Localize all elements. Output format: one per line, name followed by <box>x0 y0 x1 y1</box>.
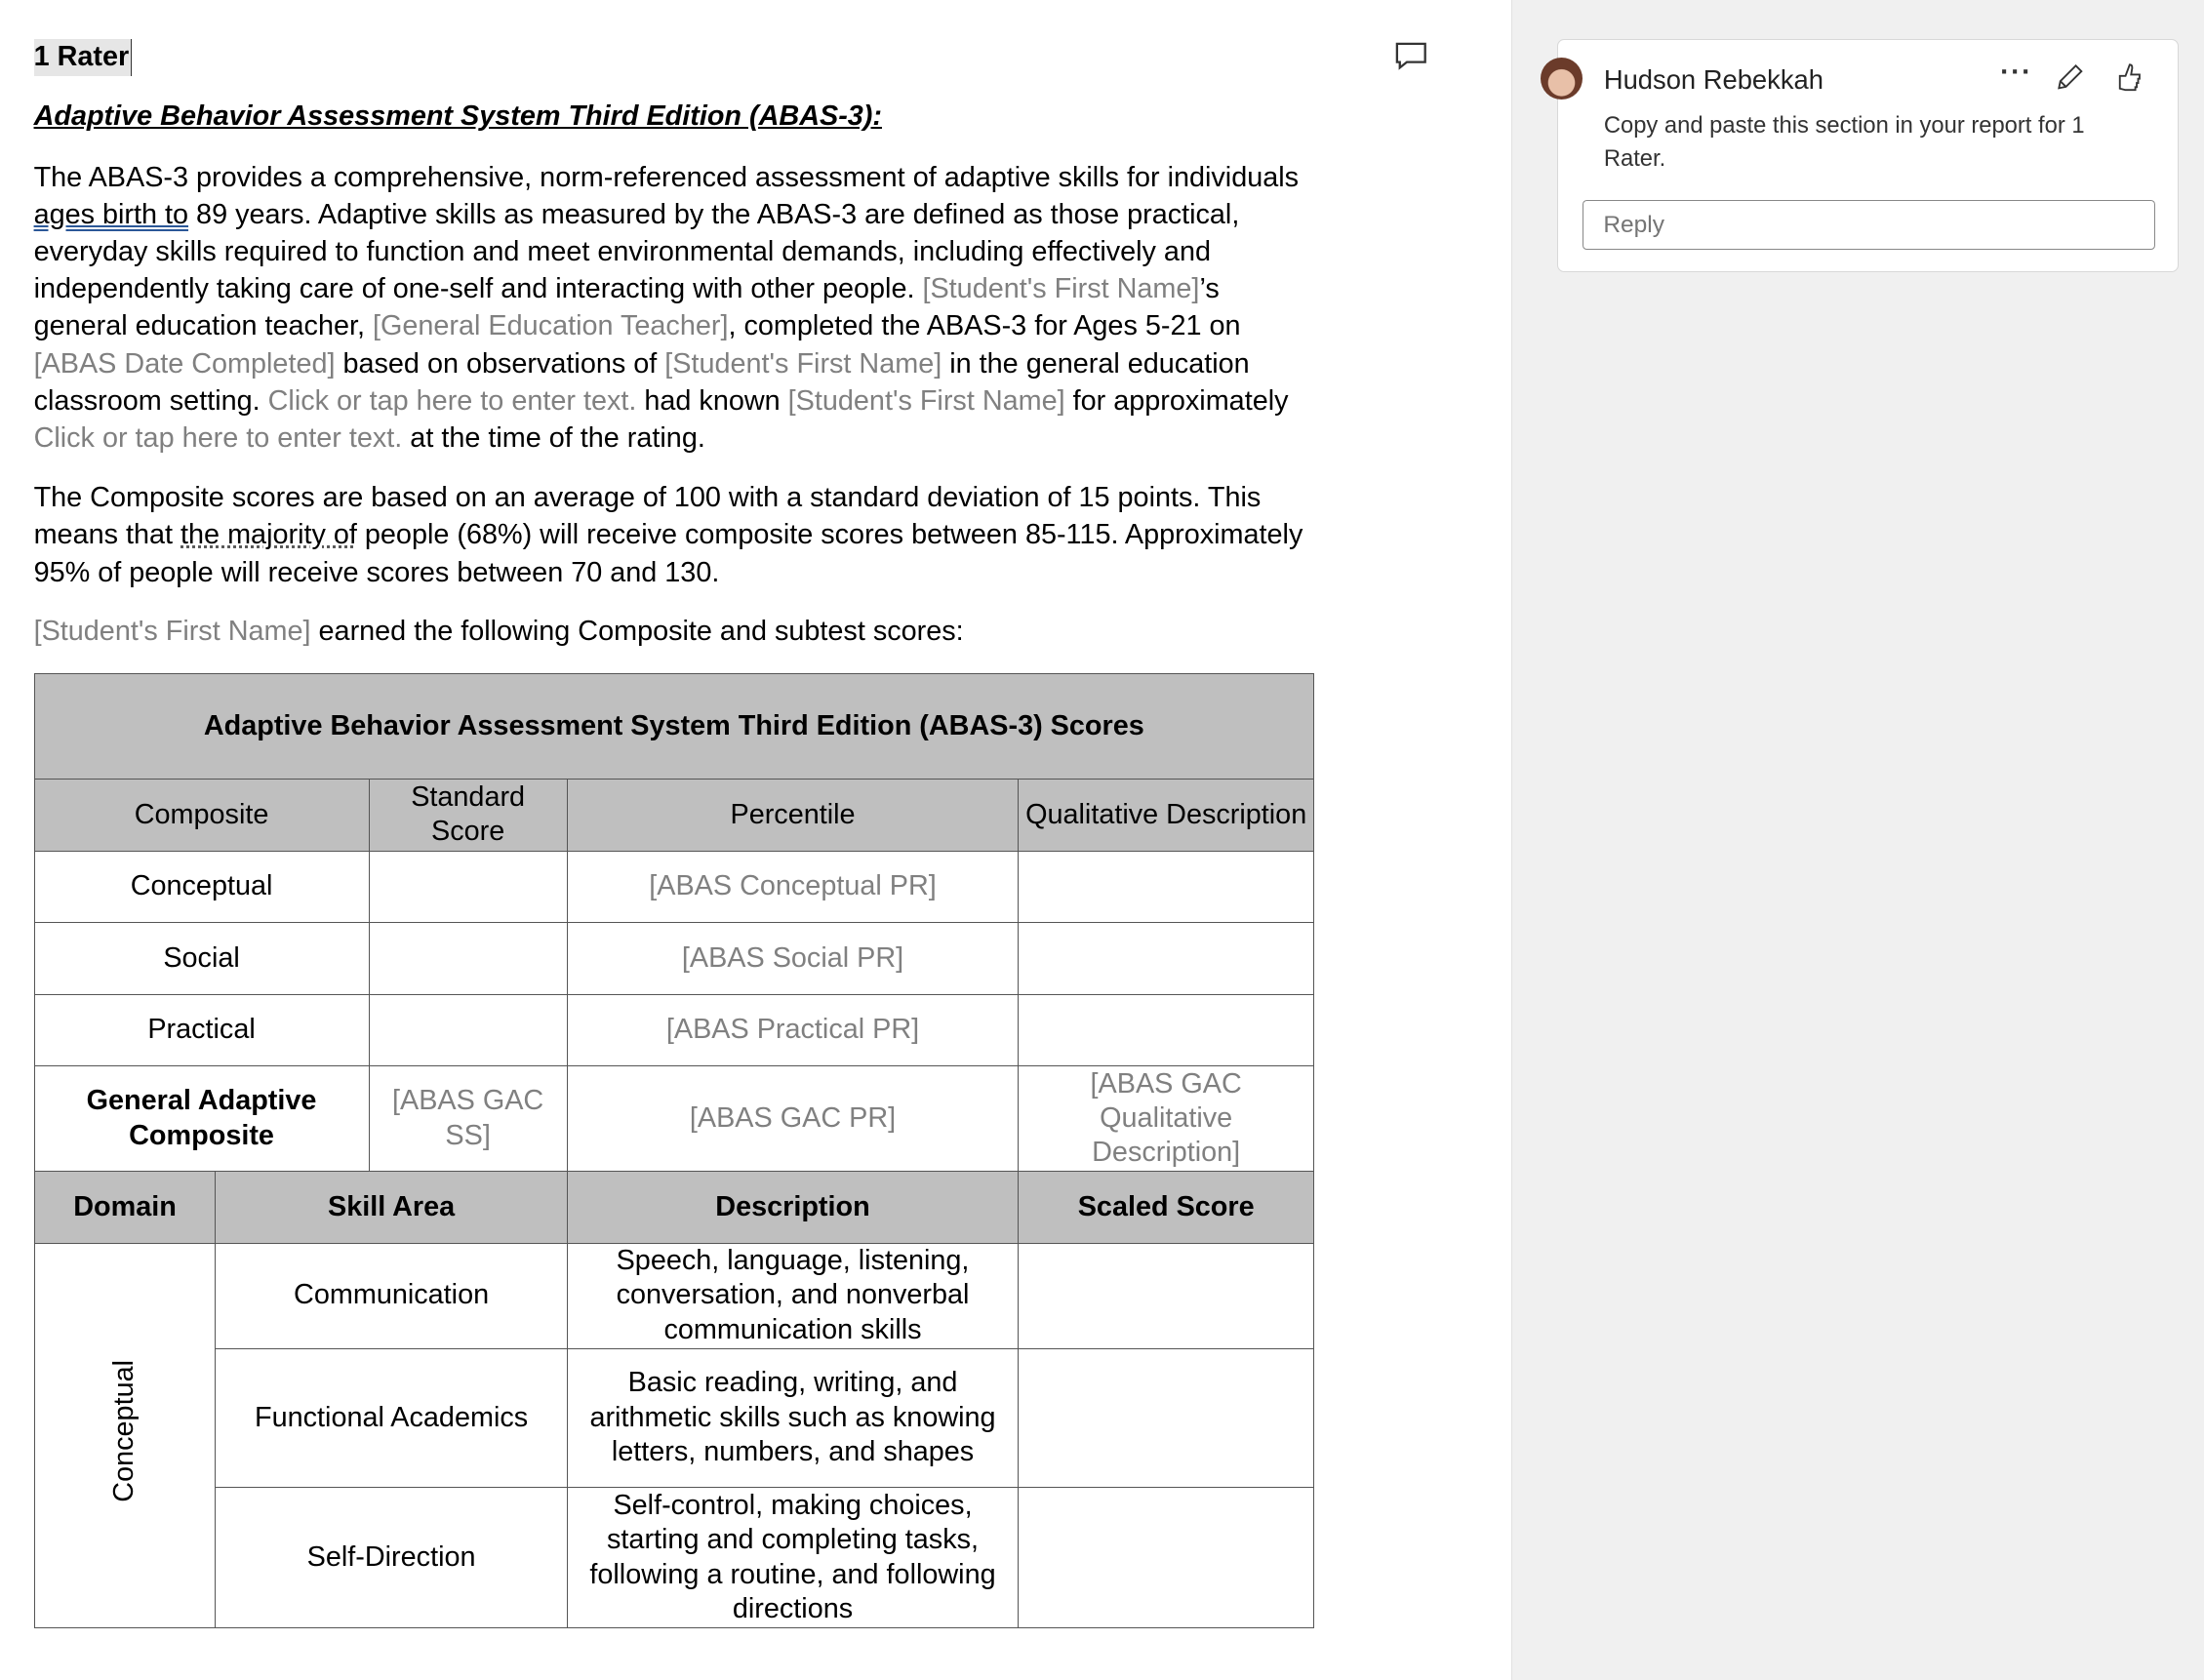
comment-author: Hudson Rebekkah <box>1603 64 1823 96</box>
text: at the time of the rating. <box>402 422 705 454</box>
standard-score-cell[interactable] <box>369 923 567 994</box>
scaled-score-cell[interactable] <box>1019 1348 1314 1488</box>
standard-score-cell[interactable] <box>369 994 567 1065</box>
percentile-cell[interactable]: [ABAS Conceptual PR] <box>567 851 1019 922</box>
skill-description: Self-control, making choices, starting and completing tasks, following a routine, and following directions <box>567 1488 1019 1628</box>
edit-pencil-icon[interactable] <box>2055 61 2086 93</box>
placeholder-student-name[interactable]: [Student's First Name] <box>922 273 1200 305</box>
placeholder-student-name[interactable]: [Student's First Name] <box>787 384 1065 417</box>
section-label[interactable]: 1 Rater <box>34 39 132 75</box>
domain-cell <box>34 1243 216 1628</box>
skill-description: Speech, language, listening, conversation, and nonverbal communication skills <box>567 1243 1019 1348</box>
text: , completed the ABAS-3 for Ages 5-21 on <box>728 310 1241 342</box>
section-heading: Adaptive Behavior Assessment System Third Edition (ABAS-3): <box>33 100 882 132</box>
text: The ABAS-3 provides a comprehensive, norm-referenced assessment of adaptive skills for individuals <box>33 161 1300 193</box>
header-percentile: Percentile <box>567 780 1019 851</box>
header-domain: Domain <box>34 1172 216 1243</box>
composite-name: Practical <box>34 994 369 1065</box>
header-description: Description <box>567 1172 1019 1243</box>
more-options-icon[interactable]: ··· <box>2000 56 2033 88</box>
scaled-score-cell[interactable] <box>1019 1243 1314 1348</box>
header-skill-area: Skill Area <box>216 1172 567 1243</box>
table-row <box>34 851 1313 922</box>
table-row <box>34 923 1313 994</box>
skill-area: Functional Academics <box>216 1348 567 1488</box>
grammar-flag[interactable]: ages birth to <box>33 198 189 230</box>
qualitative-cell[interactable] <box>1019 923 1314 994</box>
scores-table <box>34 673 1314 1628</box>
table-row <box>34 1488 1313 1628</box>
standard-score-cell[interactable]: [ABAS GAC SS] <box>369 1066 567 1172</box>
domain-label: Conceptual <box>108 1359 140 1502</box>
paragraph-intro[interactable] <box>34 159 1316 457</box>
standard-score-cell[interactable] <box>369 851 567 922</box>
table-row <box>34 994 1313 1065</box>
text: in the general education classroom setting. <box>33 347 1250 417</box>
percentile-cell[interactable]: [ABAS GAC PR] <box>567 1066 1019 1172</box>
paragraph-composite[interactable] <box>34 479 1316 591</box>
composite-name: Social <box>34 923 369 994</box>
text: ’s general education teacher, <box>33 273 1220 342</box>
paragraph-scores-intro[interactable] <box>34 613 1316 650</box>
header-qualitative: Qualitative Description <box>1019 780 1314 851</box>
comment-text: Copy and paste this section in your report for 1 Rater. <box>1603 112 2085 172</box>
text: based on observations of <box>335 347 665 380</box>
qualitative-cell[interactable] <box>1019 994 1314 1065</box>
percentile-cell[interactable]: [ABAS Social PR] <box>567 923 1019 994</box>
table-row <box>34 1243 1313 1348</box>
header-standard-score: Standard Score <box>369 780 567 851</box>
table-row <box>34 1348 1313 1488</box>
text: people (68%) will receive composite scores between 85-115. Approximately 95% of people will receive scores between 70 and 130. <box>33 519 1303 588</box>
skill-area: Communication <box>216 1243 567 1348</box>
composite-name: Conceptual <box>34 851 369 922</box>
like-thumbs-up-icon[interactable] <box>2114 60 2145 95</box>
content-control[interactable]: Click or tap here to enter text. <box>33 422 403 454</box>
scaled-score-cell[interactable] <box>1019 1488 1314 1628</box>
text: The Composite scores are based on an average of 100 with a standard deviation of 15 points. This means that <box>33 482 1262 551</box>
qualitative-cell[interactable]: [ABAS GAC Qualitative Description] <box>1019 1066 1314 1172</box>
text: had known <box>636 384 788 417</box>
placeholder-student-name[interactable]: [Student's First Name] <box>33 616 311 648</box>
placeholder-teacher[interactable]: [General Education Teacher] <box>372 310 729 342</box>
comment-icon[interactable] <box>1394 41 1428 72</box>
content-control[interactable]: Click or tap here to enter text. <box>267 384 637 417</box>
reply-input[interactable] <box>1583 200 2154 251</box>
table-title: Adaptive Behavior Assessment System Third Edition (ABAS-3) Scores <box>34 674 1313 780</box>
grammar-flag[interactable]: the majority of <box>180 519 357 551</box>
text: 89 years. Adaptive skills as measured by the ABAS-3 are defined as those practical, everyday skills required to function and meet environmental demands, including effectively and independently taking care of one-self and interacting with other people. <box>33 198 1240 305</box>
text: for approximately <box>1064 384 1289 417</box>
qualitative-cell[interactable] <box>1019 851 1314 922</box>
header-scaled-score: Scaled Score <box>1019 1172 1314 1243</box>
composite-name: General Adaptive Composite <box>34 1066 369 1172</box>
skill-description: Basic reading, writing, and arithmetic skills such as knowing letters, numbers, and shapes <box>567 1348 1019 1488</box>
percentile-cell[interactable]: [ABAS Practical PR] <box>567 994 1019 1065</box>
placeholder-date[interactable]: [ABAS Date Completed] <box>33 347 336 380</box>
table-row <box>34 1066 1313 1172</box>
header-composite: Composite <box>34 780 369 851</box>
placeholder-student-name[interactable]: [Student's First Name] <box>664 347 942 380</box>
skill-area: Self-Direction <box>216 1488 567 1628</box>
text: earned the following Composite and subtest scores: <box>310 616 964 648</box>
